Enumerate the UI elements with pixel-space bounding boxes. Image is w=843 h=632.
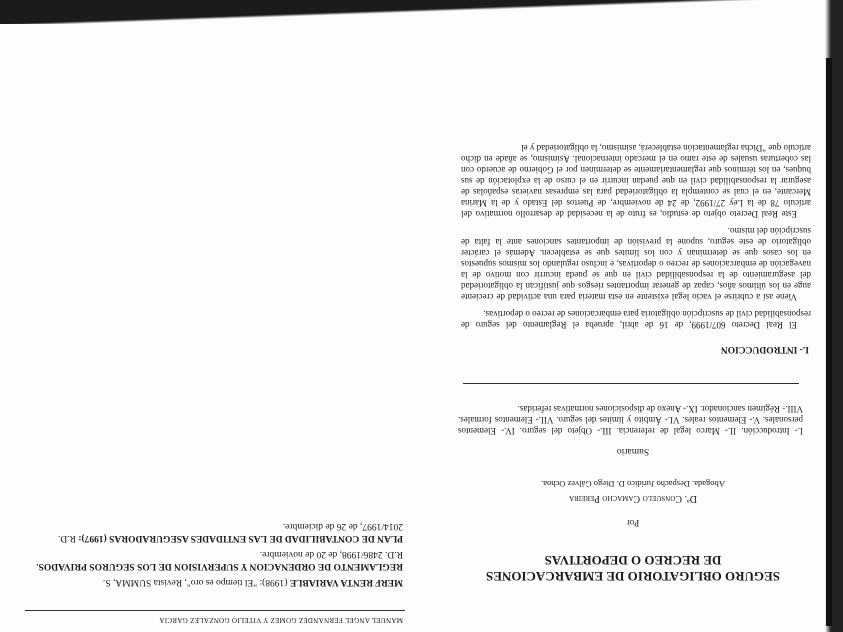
- author-affiliation: Abogada. Despacho Jurídico D. Diego Gálvez Ochoa.: [541, 479, 725, 489]
- reference-1-text: (1998): "El tiempo es oro", Revista SUMMA, S.: [102, 577, 288, 587]
- section-heading: I.- INTRODUCCION: [720, 344, 809, 354]
- summary-rule: [463, 383, 799, 384]
- reference-3-title: PLAN DE CONTABILIDAD DE LAS ENTIDADES ASEGURADORAS (1997):: [78, 533, 403, 543]
- left-page: [23, 0, 423, 632]
- paragraph-2: Viene así a cubrirse el vacío legal existente en esta materia para una actividad de creciente auge en los últimos años, capaz de generar importantes riesgos que justifican la obligatoriedad del aseguramiento de la responsabilidad civil en que se pueda incurrir con motivo de la navegación de embarcaciones de recreo o deportivas, e incluso regulando los mismos supuestos en los casos que se determinan y con los límites que se establecen. Además el carácter obligatorio de este seguro, supone la previsión de importantes sanciones ante la falta de suscripción del mismo.: [461, 226, 811, 302]
- reference-2-text: R.D. 2486/1998, de 20 de noviembre.: [259, 549, 403, 559]
- reference-3: [33, 520, 403, 544]
- by-label: Por: [626, 518, 640, 528]
- reference-3-text: R.D. 2014/1997, de 26 de diciembre.: [57, 521, 403, 543]
- body-text: [461, 136, 811, 330]
- title-line-1: SEGURO OBLIGATORIO DE EMBARCACIONES: [486, 569, 780, 584]
- summary-label: Sumario: [616, 446, 650, 456]
- reference-2: [33, 548, 403, 572]
- reference-1-authors: MERF RENTA VARIABLE: [289, 577, 403, 587]
- title-line-2: DE RECREO O DEPORTIVAS: [544, 553, 722, 568]
- reference-1: [33, 576, 403, 588]
- summary-text: I.- Introducción. II.- Marco legal de referencia. III.- Objeto del seguro. IV.- Elementos personales. V.- Elementos reales. VI.- Ámbito y límites del seguro. VII.- Elementos formales. VIII.- Régimen sancionador. IX.- Anexo de disposiciones normativas referidas.: [458, 404, 803, 436]
- bibliography: [33, 516, 403, 588]
- article-title: [443, 552, 823, 584]
- paragraph-3: Este Real Decreto objeto de estudio, es fruto de la necesidad de desarrollo normativo del artículo 78 de la Ley 27/1992, de 24 de noviembre, de Puertos del Estado y de la Marina Mercante, en el cual se contempla la obligatoriedad para las empresas navieras españolas de asegurar la responsabilidad civil en que puedan incurrir en el curso de la explotación de sus buques, en los términos que reglamentariamente se determinen por el Gobierno de acuerdo con las coberturas usuales de este ramo en el mercado internacional. Asimismo, se añade en dicho artículo que "Dicha reglamentación establecerá, asimismo, la obligatoriedad y el: [461, 143, 811, 219]
- author-name: Dª. Consuelo Camacho Pereira: [569, 493, 697, 504]
- header-rule: [25, 610, 405, 611]
- paragraph-1: El Real Decreto 607/1999, de 16 de abril, aprueba el Reglamento del seguro de responsabilidad civil de suscripción obligatoria para embarcaciones de recreo o deportivas.: [461, 309, 811, 330]
- running-head: MANUEL ANGEL FERNANDEZ GOMEZ Y VITELIO GONZALEZ GARCIA: [159, 616, 403, 624]
- right-page: [428, 0, 843, 632]
- reference-2-title: REGLAMENTO DE ORDENACION Y SUPERVISION DE LOS SEGUROS PRIVADOS.: [36, 561, 403, 571]
